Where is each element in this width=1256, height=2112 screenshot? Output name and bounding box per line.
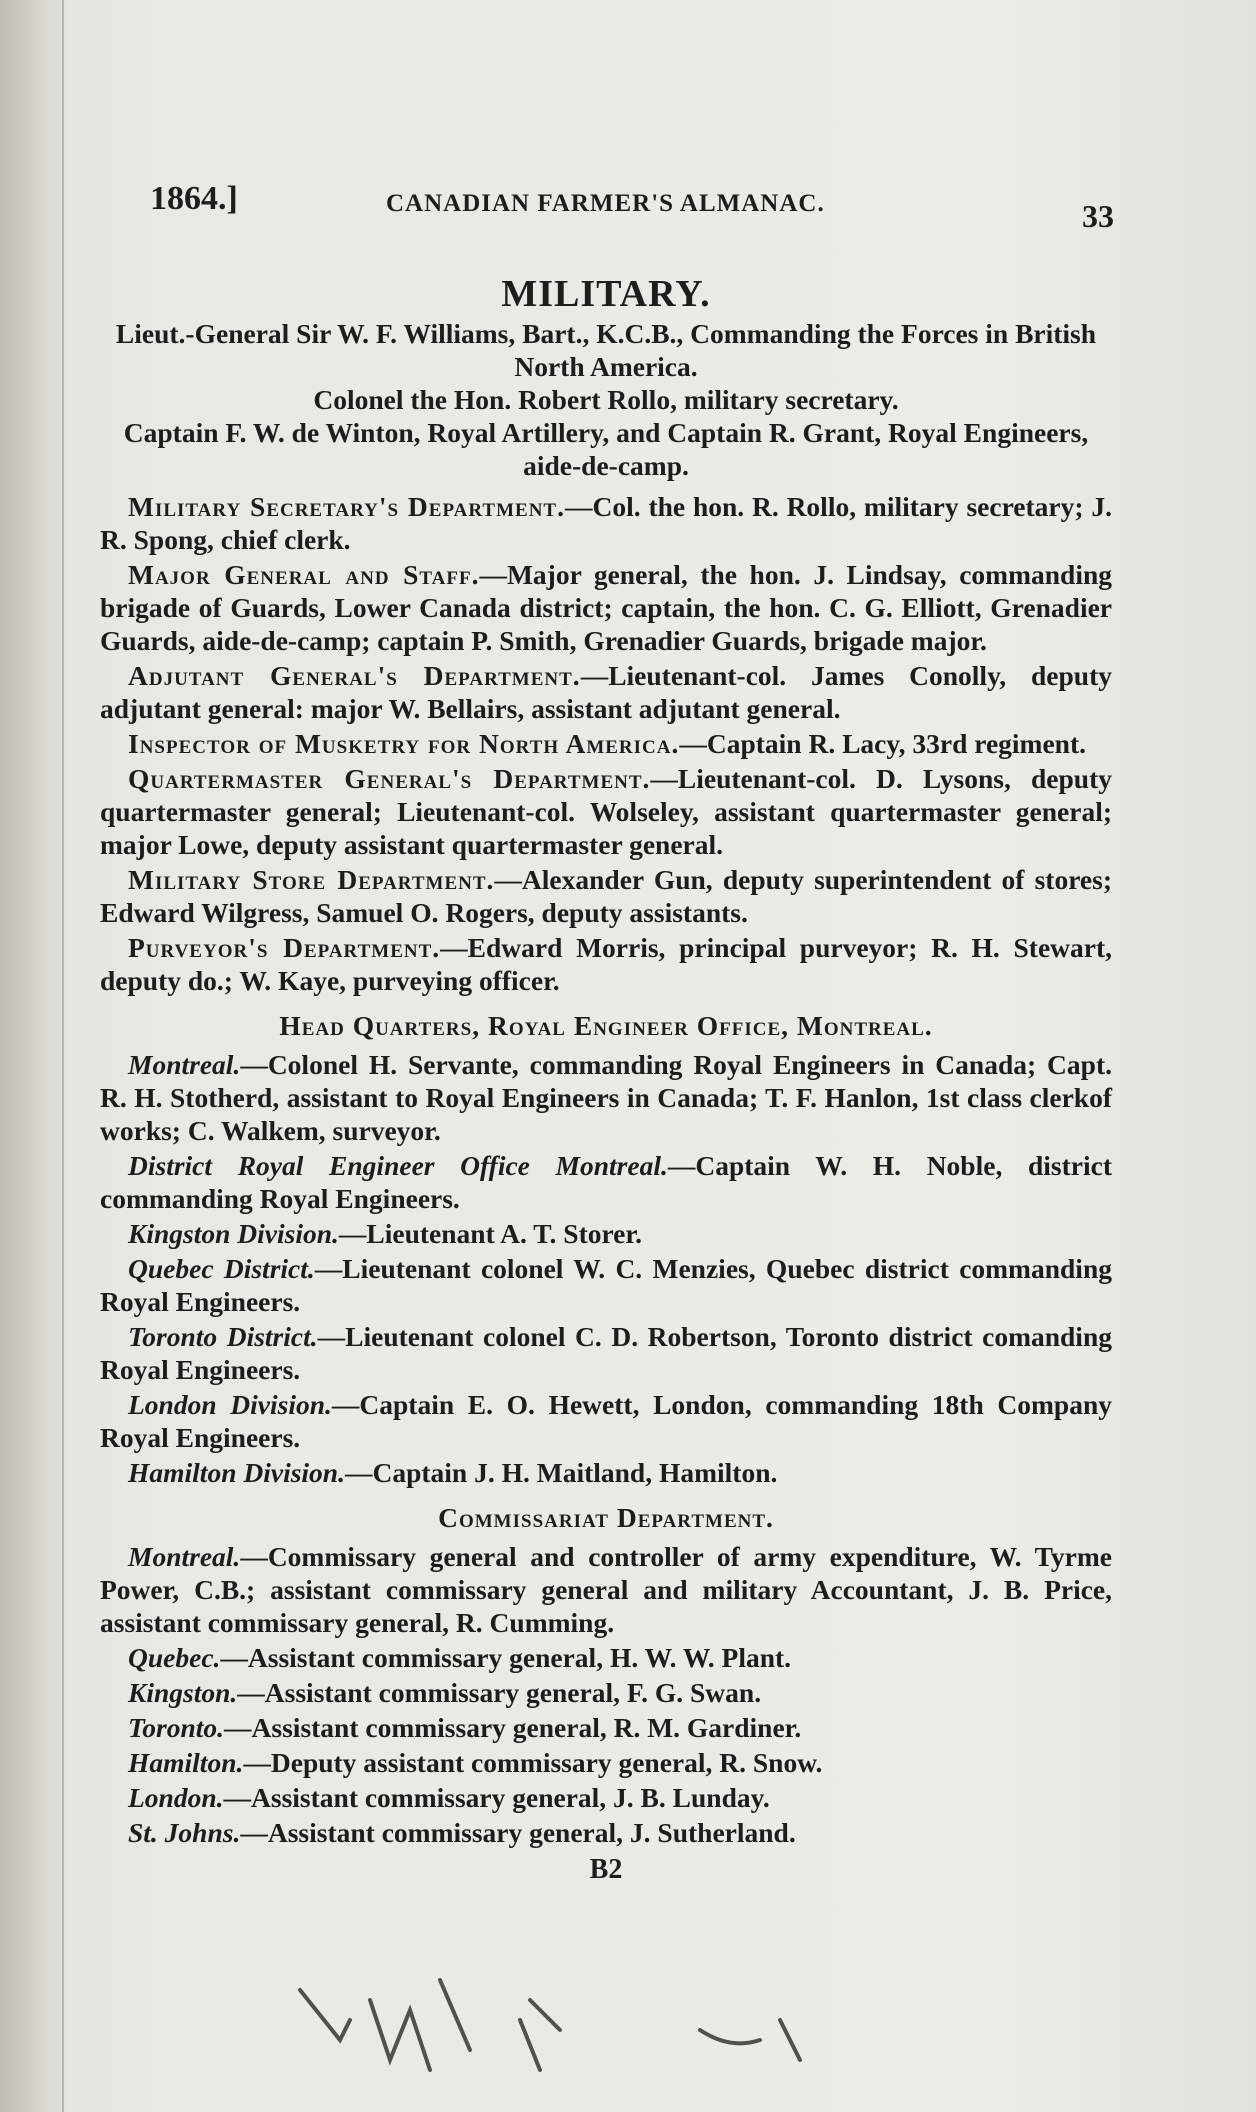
engineer-entry — [100, 1388, 1112, 1454]
entry-text: —Lieutenant A. T. Storer. — [338, 1218, 642, 1249]
location-label: District Royal Engineer Office Montreal. — [128, 1150, 668, 1181]
entry-text: —Colonel H. Servante, commanding Royal Engineers in Canada; Capt. R. H. Stotherd, assistant to Royal Engineers in Canada; T. F. Hanlon, 1st class clerkof works; C. Walkem, surveyor. — [100, 1049, 1112, 1146]
departments-list — [100, 490, 1112, 997]
department-text: —Alexander Gun, deputy superintendent of stores; Edward Wilgress, Samuel O. Rogers, deputy assistants. — [100, 864, 1112, 928]
commissariat-entries — [100, 1540, 1112, 1849]
engineer-section-heading: Head Quarters, Royal Engineer Office, Montreal. — [279, 1010, 933, 1041]
commissariat-entry — [100, 1676, 1112, 1709]
entry-text: —Assistant commissary general, J. B. Lunday. — [223, 1782, 770, 1813]
department-heading: Military Secretary's Department. — [128, 491, 565, 522]
entry-text: —Captain E. O. Hewett, London, commanding 18th Company Royal Engineers. — [100, 1389, 1112, 1453]
department-heading: Quartermaster General's Department. — [128, 763, 651, 794]
department-heading: Inspector of Musketry for North America. — [128, 728, 680, 759]
location-label: Toronto District. — [128, 1321, 318, 1352]
page-number: 33 — [1082, 198, 1114, 234]
department-entry — [100, 490, 1112, 556]
entry-text: —Commissary general and controller of army expenditure, W. Tyrme Power, C.B.; assistant commissary general and military Accountant, J. B. Price, assistant commissary general, R. Cumming. — [100, 1541, 1112, 1638]
commissariat-entry — [100, 1781, 1112, 1814]
location-label: Kingston Division. — [128, 1218, 339, 1249]
location-label: Montreal. — [128, 1049, 241, 1080]
entry-text: —Assistant commissary general, H. W. W. Plant. — [220, 1642, 792, 1673]
department-heading: Purveyor's Department. — [128, 932, 441, 963]
intro-line: Captain F. W. de Winton, Royal Artillery, and Captain R. Grant, Royal Engineers, aide-de-camp. — [123, 417, 1089, 481]
department-text: —Lieutenant-col. James Conolly, deputy adjutant general: major W. Bellairs, assistant adjutant general. — [100, 660, 1113, 724]
command-intro — [100, 317, 1112, 482]
department-heading: Major General and Staff. — [128, 559, 480, 590]
engineer-entry — [100, 1456, 1112, 1489]
commissariat-section-heading: Commissariat Department. — [438, 1502, 774, 1533]
entry-text: —Lieutenant colonel C. D. Robertson, Toronto district comanding Royal Engineers. — [100, 1321, 1112, 1385]
entry-text: —Deputy assistant commissary general, R. Snow. — [243, 1747, 823, 1778]
department-text: —Captain R. Lacy, 33rd regiment. — [679, 728, 1086, 759]
location-label: Kingston. — [128, 1677, 238, 1708]
department-heading: Adjutant General's Department. — [128, 660, 581, 691]
pencil-scribble-marks — [0, 1900, 1256, 2100]
department-text: —Col. the hon. R. Rollo, military secretary; J. R. Spong, chief clerk. — [100, 491, 1112, 555]
engineer-entry — [100, 1252, 1112, 1318]
main-content — [100, 273, 1113, 1886]
department-text: —Lieutenant-col. D. Lysons, deputy quartermaster general; Lieutenant-col. Wolseley, assistant quartermaster general; major Lowe, deputy assistant quartermaster general. — [100, 763, 1112, 860]
department-entry — [100, 727, 1112, 760]
commissariat-entry — [100, 1540, 1112, 1639]
page-title: MILITARY. — [501, 273, 711, 315]
entry-text: —Assistant commissary general, F. G. Swan. — [237, 1677, 762, 1708]
location-label: Quebec. — [128, 1642, 221, 1673]
location-label: Hamilton. — [128, 1747, 244, 1778]
header-running-title: CANADIAN FARMER'S ALMANAC. — [386, 190, 825, 217]
location-label: Toronto. — [128, 1712, 225, 1743]
entry-text: —Lieutenant colonel W. C. Menzies, Quebec district commanding Royal Engineers. — [100, 1253, 1112, 1317]
location-label: Hamilton Division. — [128, 1457, 345, 1488]
engineer-entry — [100, 1048, 1112, 1147]
commissariat-entry — [100, 1816, 1112, 1849]
location-label: London Division. — [128, 1389, 332, 1420]
department-entry — [100, 762, 1112, 861]
commissariat-entry — [100, 1711, 1112, 1744]
department-entry — [100, 558, 1112, 657]
intro-line: Lieut.-General Sir W. F. Williams, Bart., K.C.B., Commanding the Forces in British North America. — [115, 318, 1097, 382]
engineer-entry — [100, 1217, 1112, 1250]
engineer-entry — [100, 1320, 1112, 1386]
department-text: —Edward Morris, principal purveyor; R. H. Stewart, deputy do.; W. Kaye, purveying officer. — [100, 932, 1113, 996]
entry-text: —Assistant commissary general, R. M. Gardiner. — [224, 1712, 802, 1743]
signature-mark: B2 — [589, 1854, 623, 1885]
entry-text: —Captain J. H. Maitland, Hamilton. — [344, 1457, 778, 1488]
location-label: St. Johns. — [128, 1817, 241, 1848]
department-text: —Major general, the hon. J. Lindsay, commanding brigade of Guards, Lower Canada district; captain, the hon. C. G. Elliott, Grenadier Guards, aide-de-camp; captain P. Smith, Grenadier Guards, brigade major. — [100, 559, 1113, 656]
intro-line: Colonel the Hon. Robert Rollo, military secretary. — [313, 384, 899, 415]
department-entry — [100, 931, 1112, 997]
running-header — [138, 168, 1138, 234]
commissariat-entry — [100, 1641, 1112, 1674]
department-entry — [100, 863, 1112, 929]
book-binding-edge — [0, 0, 64, 2112]
header-year: 1864.] — [150, 180, 238, 217]
entry-text: —Assistant commissary general, J. Sutherland. — [240, 1817, 796, 1848]
engineer-entries — [100, 1048, 1112, 1489]
location-label: Montreal. — [128, 1541, 241, 1572]
department-heading: Military Store Department. — [128, 864, 495, 895]
location-label: Quebec District. — [128, 1253, 315, 1284]
commissariat-entry — [100, 1746, 1112, 1779]
location-label: London. — [128, 1782, 224, 1813]
department-entry — [100, 659, 1112, 725]
engineer-entry — [100, 1149, 1112, 1215]
entry-text: —Captain W. H. Noble, district commanding Royal Engineers. — [100, 1150, 1112, 1214]
